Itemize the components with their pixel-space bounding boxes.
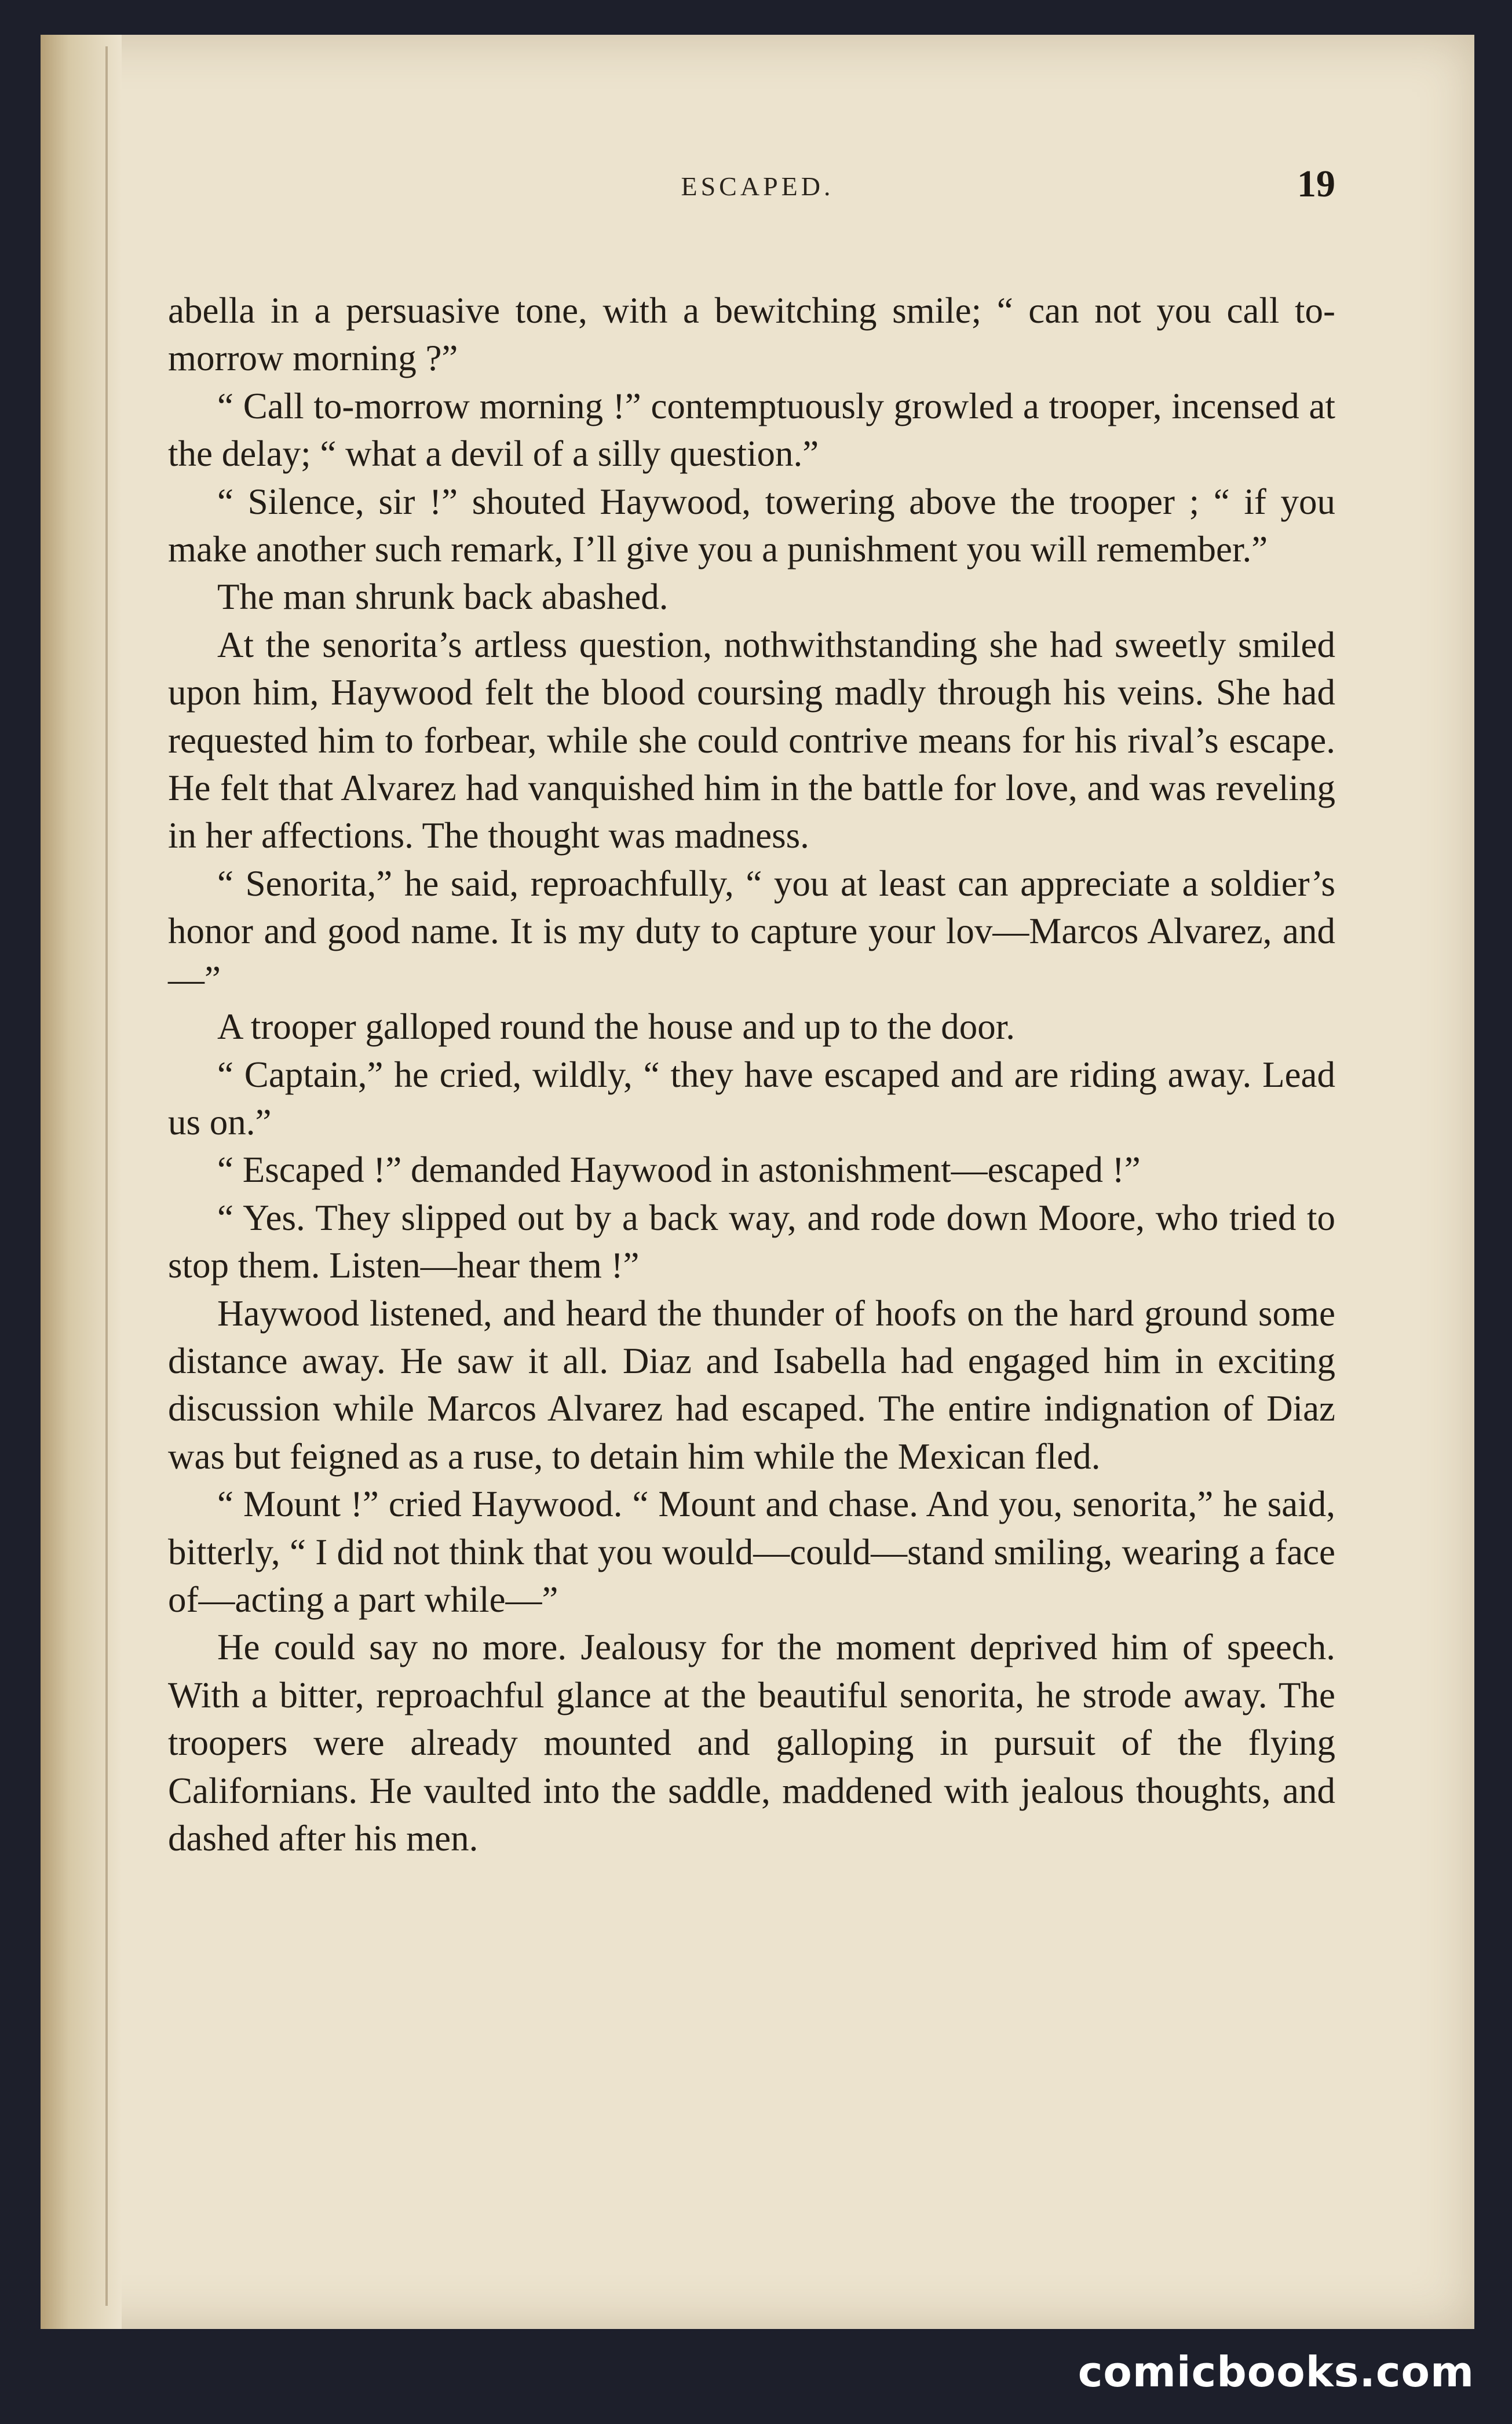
paragraph-1: abella in a persuasive tone, with a bewitching smile; “ can not you call to-morrow morning ?” bbox=[168, 290, 1335, 379]
paragraph-4: The man shrunk back abashed. bbox=[217, 576, 669, 618]
page-spine bbox=[41, 35, 122, 2329]
site-watermark: comicbooks.com bbox=[1078, 2348, 1474, 2396]
paragraph-2: “ Call to-morrow morning !” contemptuously growled a trooper, incensed at the delay; “ what a devil of a silly question.” bbox=[168, 385, 1335, 474]
paragraph-9: “ Escaped !” demanded Haywood in astonishment—escaped !” bbox=[217, 1149, 1141, 1191]
paragraph-11: Haywood listened, and heard the thunder of hoofs on the hard ground some distance away. He saw it all. Diaz and Isabella had engaged him in exciting discussion while Marcos Alvarez had escaped. The entire indignation of Diaz was but feigned as a ruse, to detain him while the Mexican fled. bbox=[168, 1293, 1335, 1477]
paragraph-13: He could say no more. Jealousy for the moment deprived him of speech. With a bitter, reproachful glance at the beautiful senorita, he strode away. The troopers were already mounted and galloping in pursuit of the flying Californians. He vaulted into the saddle, maddened with jealous thoughts, and dashed after his men. bbox=[168, 1627, 1335, 1859]
running-head: ESCAPED. bbox=[681, 171, 834, 201]
body-text bbox=[168, 287, 1335, 1862]
paragraph-10: “ Yes. They slipped out by a back way, and rode down Moore, who tried to stop them. Listen—hear them !” bbox=[168, 1197, 1335, 1286]
paragraph-5: At the senorita’s artless question, nothwithstanding she had sweetly smiled upon him, Haywood felt the blood coursing madly through his veins. She had requested him to forbear, while she could contrive means for his rival’s escape. He felt that Alvarez had vanquished him in the battle for love, and was reveling in her affections. The thought was madness. bbox=[168, 624, 1335, 856]
paragraph-8: “ Captain,” he cried, wildly, “ they have escaped and are riding away. Lead us on.” bbox=[168, 1054, 1335, 1142]
paragraph-6: “ Senorita,” he said, reproachfully, “ you at least can appreciate a soldier’s honor and good name. It is my duty to capture your lov—Marcos Alvarez, and—” bbox=[168, 863, 1335, 999]
book-page bbox=[41, 35, 1474, 2329]
page-fold bbox=[105, 46, 108, 2306]
paragraph-7: A trooper galloped round the house and up to the door. bbox=[217, 1006, 1015, 1047]
paragraph-12: “ Mount !” cried Haywood. “ Mount and chase. And you, senorita,” he said, bitterly, “ I did not think that you would—could—stand smiling, wearing a face of—acting a part while—” bbox=[168, 1484, 1335, 1620]
paragraph-3: “ Silence, sir !” shouted Haywood, towering above the trooper ; “ if you make another such remark, I’ll give you a punishment you will remember.” bbox=[168, 481, 1335, 570]
page-number: 19 bbox=[1297, 163, 1335, 205]
